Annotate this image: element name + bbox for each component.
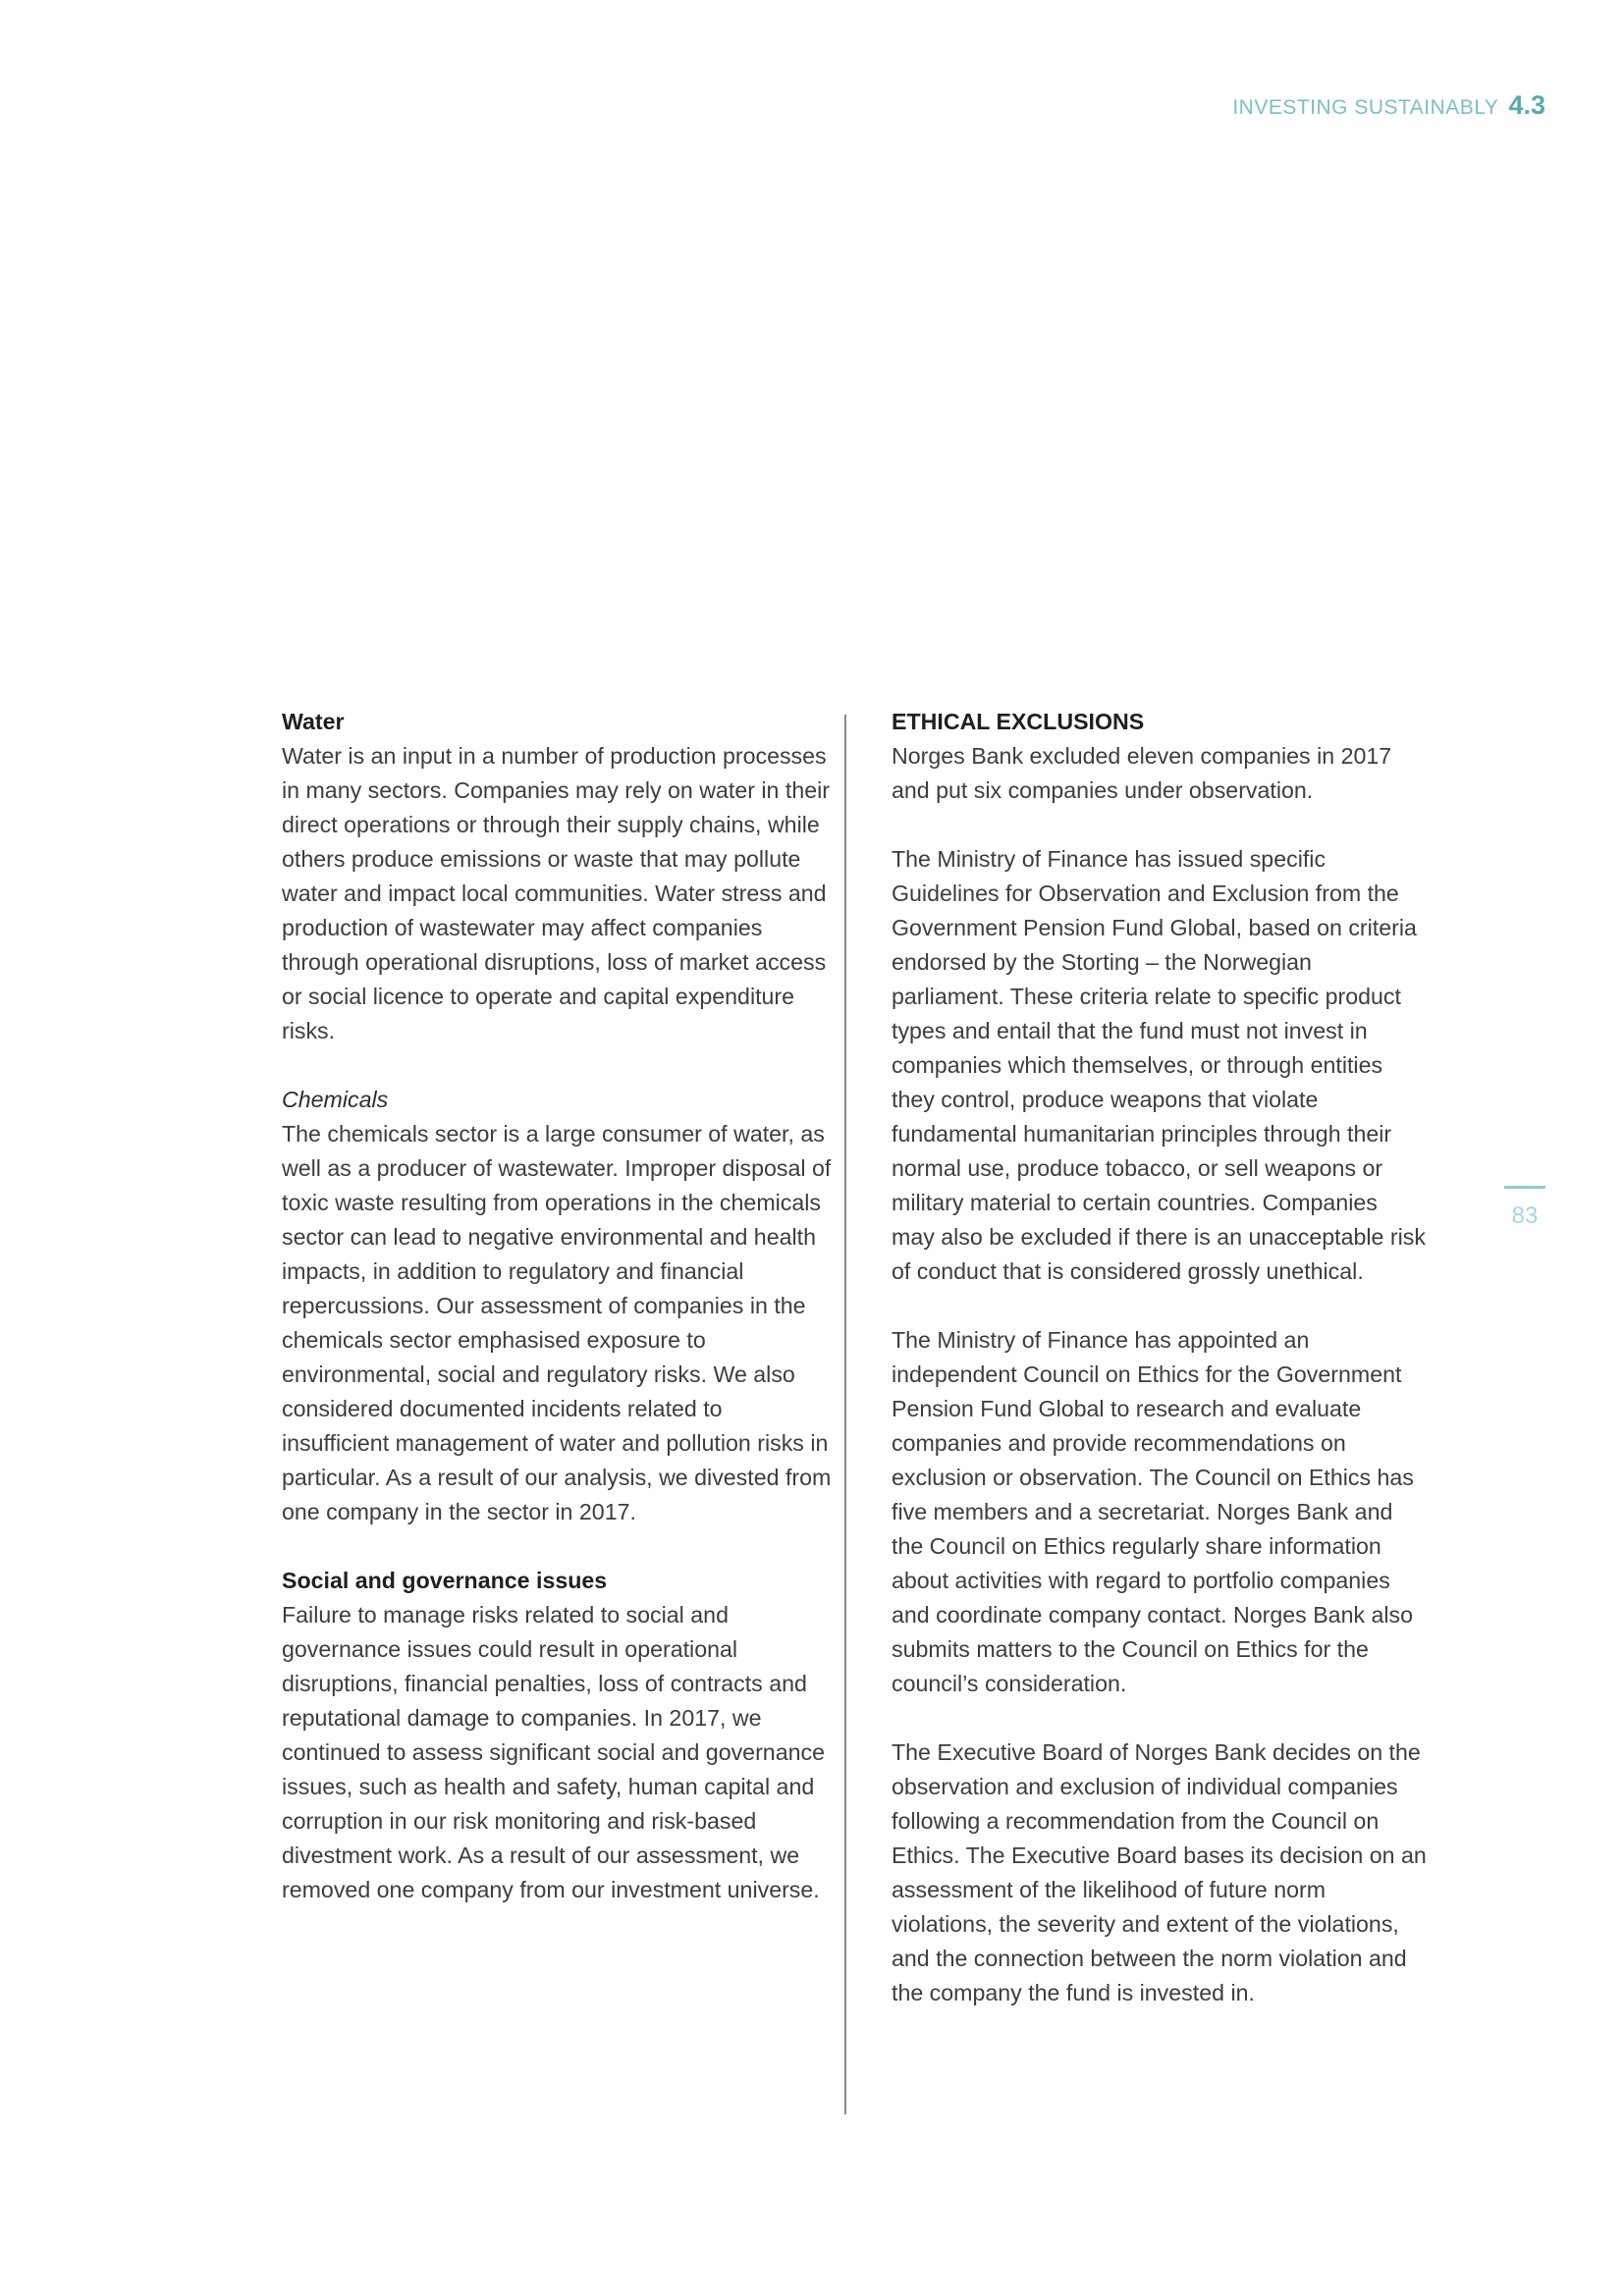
ethical-exclusions-paragraph-3: The Ministry of Finance has appointed an independent Council on Ethics for the Government Pension Fund Global to research and evaluate companies and provide recommendations on exclusion or observation. The Council on Ethics has five members and a secretariat. Norges Bank and the Council on Ethics regularly share information about activities with regard to portfolio companies and coordinate company contact. Norges Bank also submits matters to the Council on Ethics for the council’s consideration. [892,1327,1414,1696]
social-governance-body: Failure to manage risks related to social and governance issues could result in operational disruptions, financial penalties, loss of contracts and reputational damage to companies. In 2017, we continued to assess significant social and governance issues, such as health and safety, human capital and corruption in our risk monitoring and risk-based divestment work. As a result of our assessment, we removed one company from our investment universe. [282,1602,825,1902]
chemicals-section [282,1083,832,1529]
running-header [1232,90,1545,121]
social-governance-heading: Social and governance issues [282,1568,608,1593]
water-heading: Water [282,709,345,734]
page-number-rule [1504,1186,1545,1189]
chemicals-body: The chemicals sector is a large consumer of water, as well as a producer of wastewater. Improper disposal of toxic waste resulting from operations in the chemicals sector can lead to negative environmental and health impacts, in addition to regulatory and financial repercussions. Our assessment of companies in the chemicals sector emphasised exposure to environmental, social and regulatory risks. We also considered documented incidents related to insufficient management of water and pollution risks in particular. As a result of our analysis, we divested from one company in the sector in 2017. [282,1121,832,1524]
page-number: 83 [1511,1202,1539,1229]
ethical-exclusions-paragraph-2: The Ministry of Finance has issued specific Guidelines for Observation and Exclusion from the Government Pension Fund Global, based on criteria endorsed by the Storting – the Norwegian parliament. These criteria relate to specific product types and entail that the fund must not invest in companies which themselves, or through entities they control, produce weapons that violate fundamental humanitarian principles through their normal use, produce tobacco, or sell weapons or military material to certain countries. Companies may also be excluded if there is an unacceptable risk of conduct that is considered grossly unethical. [892,846,1426,1284]
water-section [282,705,832,1048]
right-column [892,705,1427,2010]
chemicals-heading: Chemicals [282,1087,389,1112]
ethical-exclusions-paragraph-1: Norges Bank excluded eleven companies in 2017 and put six companies under observation. [892,743,1392,803]
social-governance-section [282,1564,832,1907]
left-column [282,705,832,1907]
ethical-exclusions-heading: ETHICAL EXCLUSIONS [892,709,1145,734]
page-number-block [1504,1186,1545,1230]
ethical-exclusions-paragraph-4: The Executive Board of Norges Bank decides on the observation and exclusion of individual companies following a recommendation from the Council on Ethics. The Executive Board bases its decision on an assessment of the likelihood of future norm violations, the severity and extent of the violations, and the connection between the norm violation and the company the fund is invested in. [892,1739,1427,2005]
water-body: Water is an input in a number of production processes in many sectors. Companies may rely on water in their direct operations or through their supply chains, while others produce emissions or waste that may pollute water and impact local communities. Water stress and production of wastewater may affect companies through operational disruptions, loss of market access or social licence to operate and capital expenditure risks. [282,743,831,1043]
section-number: 4.3 [1508,90,1545,120]
column-divider [844,715,846,2114]
section-name: INVESTING SUSTAINABLY [1232,96,1499,119]
